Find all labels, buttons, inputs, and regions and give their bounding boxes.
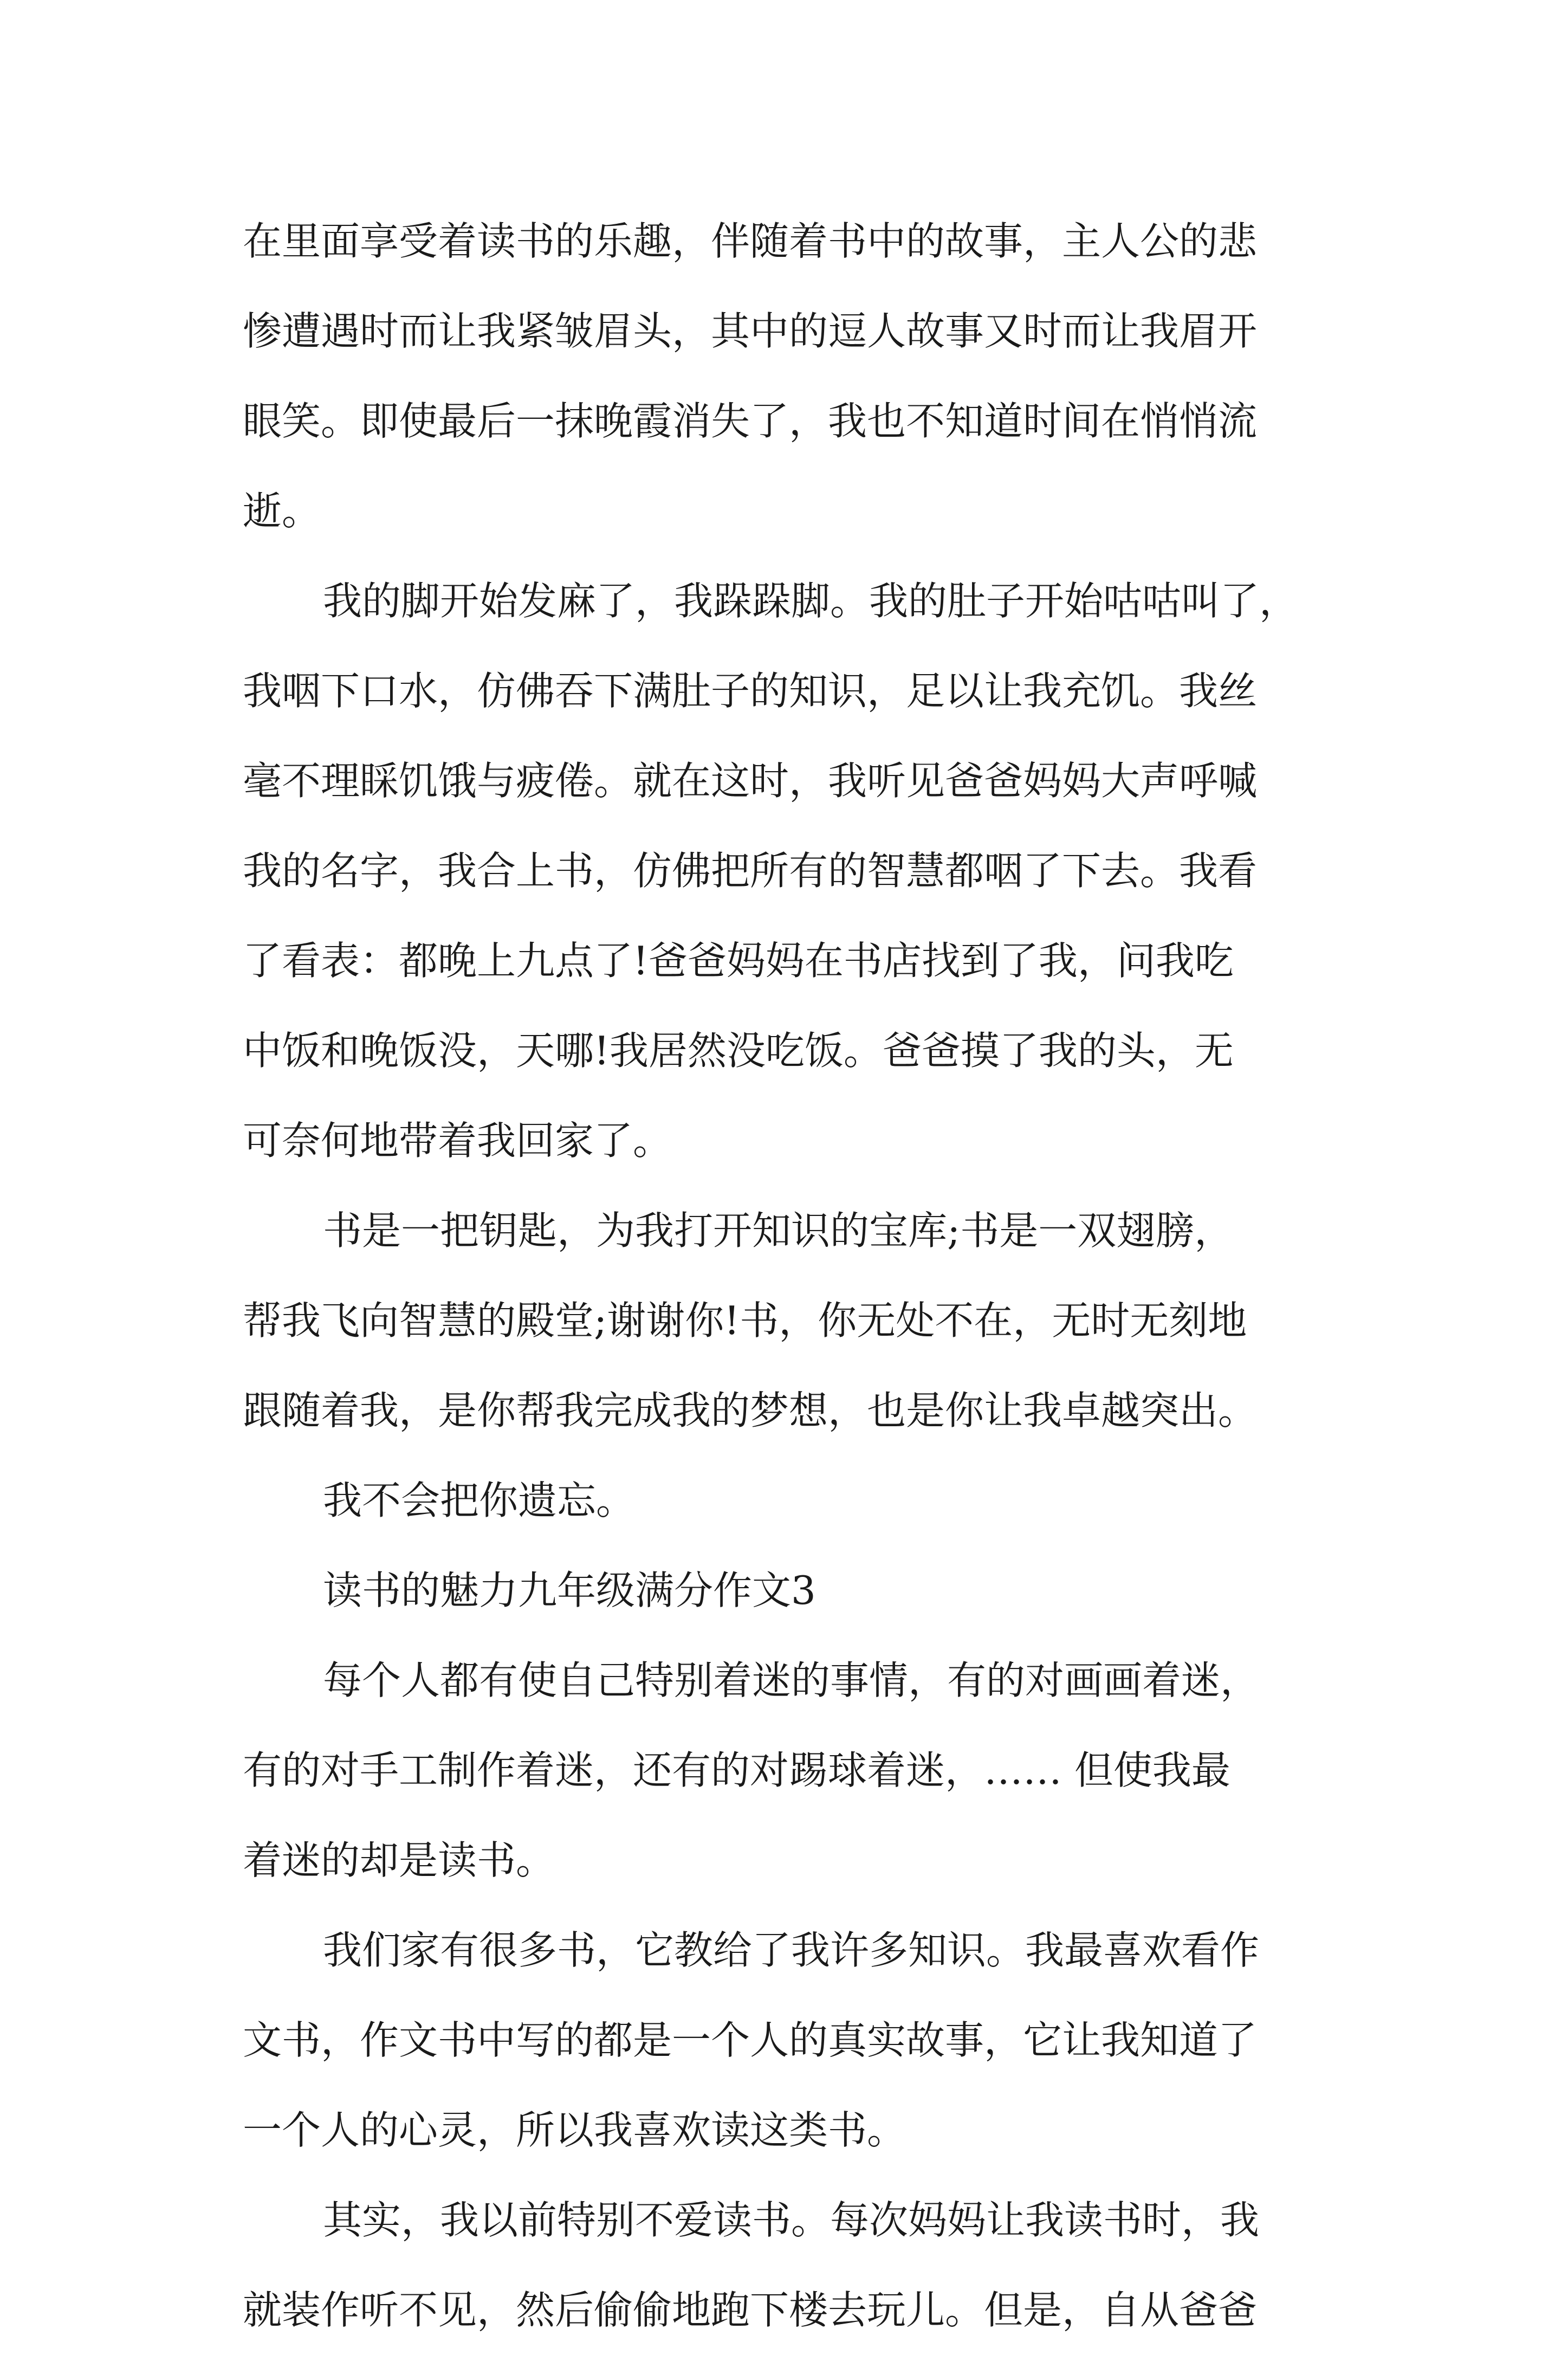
- text-line: 有的对手工制作着迷，还有的对踢球着迷，…… 但使我最: [243, 1748, 1230, 1793]
- text-line: 眼笑。即使最后一抹晚霞消失了，我也不知道时间在悄悄流: [243, 398, 1258, 444]
- text-line: 文书，作文书中写的都是一个人的真实故事，它让我知道了: [243, 2017, 1258, 2063]
- text-line: 帮我飞向智慧的殿堂;谢谢你!书，你无处不在，无时无刻地: [243, 1298, 1247, 1343]
- text-line: 就装作听不见，然后偷偷地跑下楼去玩儿。但是，自从爸爸: [243, 2287, 1258, 2333]
- text-line: 我咽下口水，仿佛吞下满肚子的知识，足以让我充饥。我丝: [243, 668, 1258, 714]
- text-line: 一个人的心灵，所以我喜欢读这类书。: [243, 2107, 906, 2153]
- paragraph-start-line: 每个人都有使自己特别着迷的事情，有的对画画着迷，: [323, 1658, 1260, 1703]
- text-line: 跟随着我，是你帮我完成我的梦想，也是你让我卓越突出。: [243, 1388, 1258, 1433]
- body-text: [243, 196, 1359, 2355]
- paragraph-start-line: 书是一把钥匙，为我打开知识的宝库;书是一双翅膀，: [323, 1208, 1234, 1253]
- paragraph-start-line: 我们家有很多书，它教给了我许多知识。我最喜欢看作: [323, 1927, 1260, 1973]
- text-line: 毫不理睬饥饿与疲倦。就在这时，我听见爸爸妈妈大声呼喊: [243, 758, 1258, 804]
- text-line: 着迷的却是读书。: [243, 1838, 555, 1883]
- text-line: 逝。: [243, 488, 321, 534]
- paragraph-start-line: 我不会把你遗忘。: [323, 1478, 636, 1523]
- text-line: 惨遭遇时而让我紧皱眉头，其中的逗人故事又时而让我眉开: [243, 308, 1258, 354]
- text-line: 中饭和晚饭没，天哪!我居然没吃饭。爸爸摸了我的头，无: [243, 1028, 1234, 1073]
- paragraph-start-line: 我的脚开始发麻了，我跺跺脚。我的肚子开始咕咕叫了，: [323, 578, 1299, 624]
- text-line: 了看表：都晚上九点了!爸爸妈妈在书店找到了我，问我吃: [243, 938, 1234, 984]
- text-line: 我的名字，我合上书，仿佛把所有的智慧都咽了下去。我看: [243, 848, 1258, 894]
- text-line: 可奈何地带着我回家了。: [243, 1118, 672, 1163]
- text-line: 在里面享受着读书的乐趣，伴随着书中的故事，主人公的悲: [243, 218, 1258, 264]
- section-heading: 读书的魅力九年级满分作文3: [323, 1568, 816, 1613]
- paragraph-start-line: 其实，我以前特别不爱读书。每次妈妈让我读书时，我: [323, 2197, 1260, 2243]
